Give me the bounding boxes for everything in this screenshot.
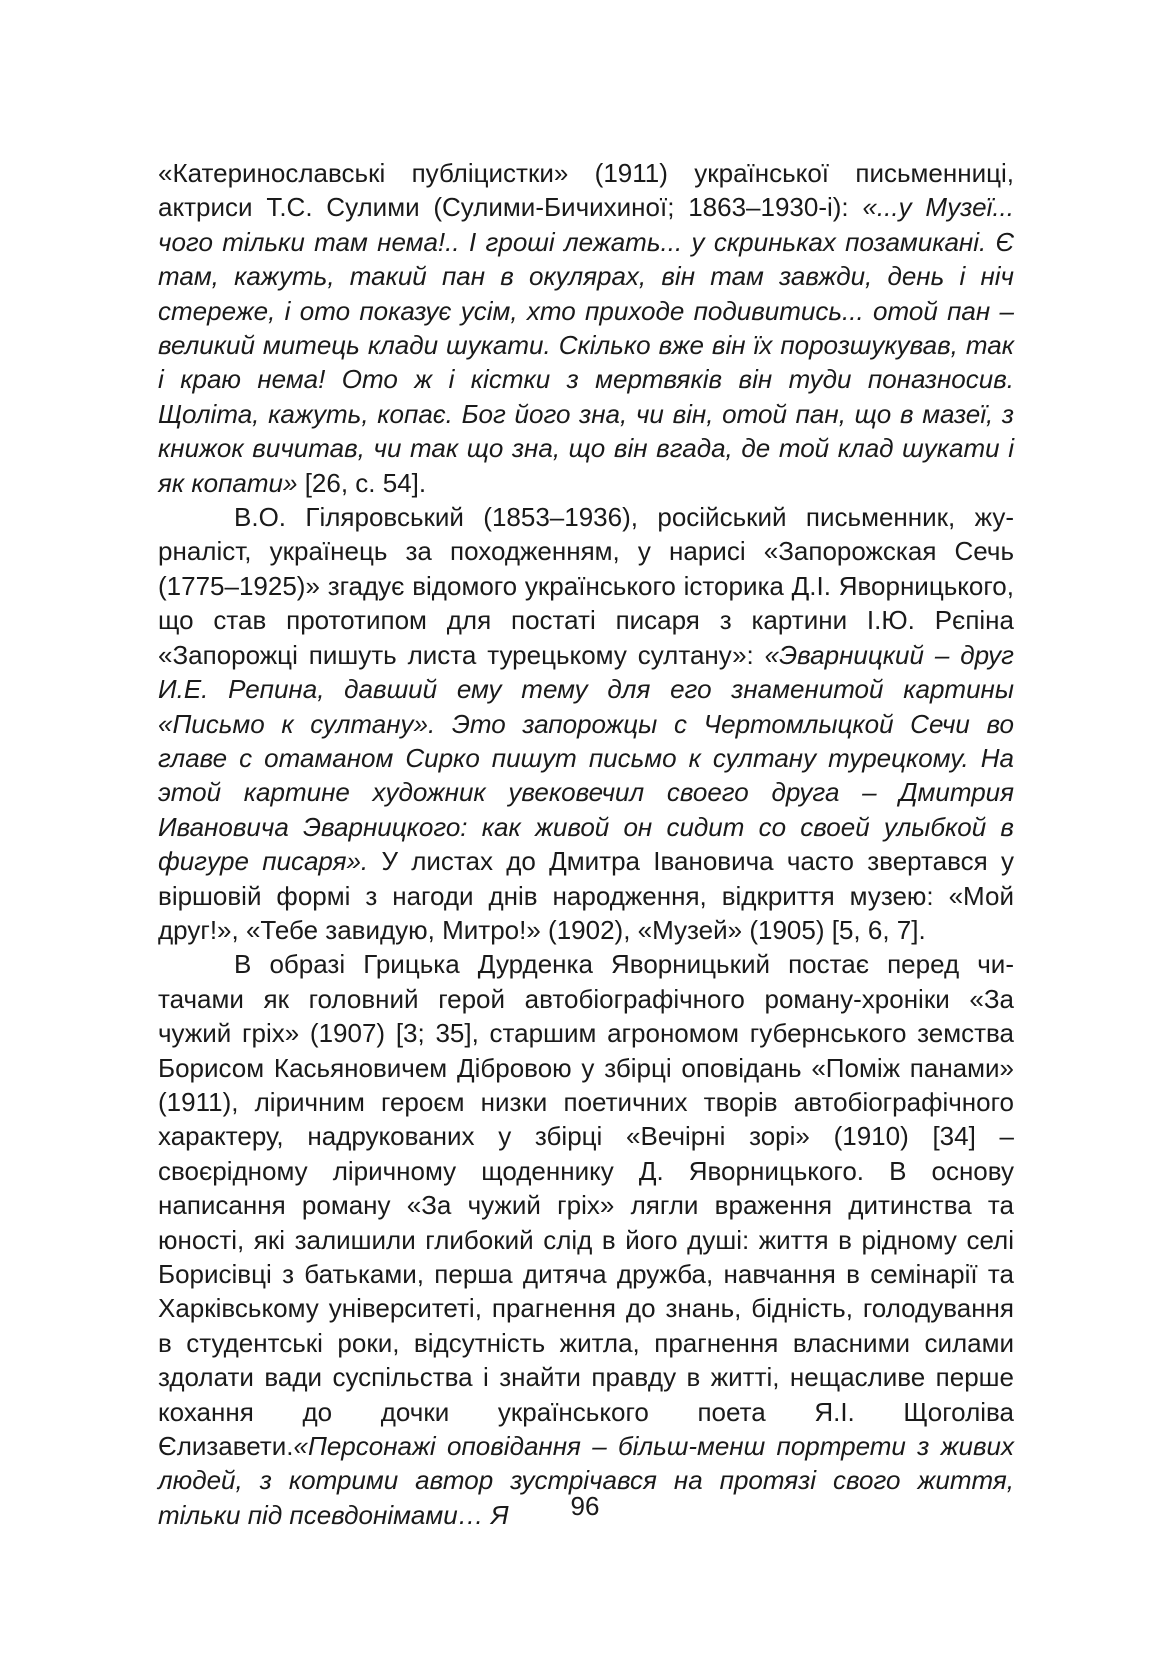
text-segment: В образі Грицька Дурденка Яворницький постає перед читачами як головний герой автобіографічного роману-хроніки «За чужий гріх» (1907) [3; 35], старшим агрономом губернського земства Борисом Касьяновичем Дібровою у збірці оповідань «Поміж панами» (1911), ліричним героєм низки поетичних творів автобіографічного характеру, надрукованих у збірці «Вечірні зорі» (1910) [34] – своєрідному ліричному щоденнику Д. Яворницького. В основу написання роману «За чужий гріх» лягли враження дитинства та юності, які залишили глибокий слід в його душі: життя в рідному селі Борисівці з батьками, перша дитяча дружба, навчання в семінарії та Харківському університеті, прагнення до знань, бідність, голодування в студентські роки, відсутність житла, прагнення власними силами здолати вади суспільства і знайти правду в житті, нещасливе перше кохання до дочки українського поета Я.І. Щоголіва Єлизавети. (158, 949, 1014, 1462)
paragraph-2 (158, 500, 1014, 947)
quote-italic: «Персонажі оповідання – більш-менш портрети з живих людей, з котрими автор зустрічався на протязі свого життя, тільки під псевдонімами… Я (158, 1431, 1014, 1530)
page-number: 96 (570, 1491, 600, 1521)
text-segment: В.О. Гіляровський (1853–1936), російський письменник, журналіст, українець за походженням, у нарисі «Запорожская Сечь (1775–1925)» згадує відомого українського історика Д.І. Яворницького, що став прототипом для постаті писаря з картини І.Ю. Рєпіна «Запорожці пишуть листа турецькому султану»: (158, 502, 1014, 670)
page-body (158, 156, 1014, 1532)
quote-italic: «...у Музеї... чого тільки там нема!.. І гроші лежать... у скриньках позамикані. Є там, кажуть, такий пан в окулярах, він там завжди, день і ніч стереже, і ото показує усім, хто приходе подивитись... отой пан – великий митець клади шукати. Скілько вже він їх порозшукував, так і краю нема! Ото ж і кістки з мертвяків він туди поназносив. Щоліта, кажуть, копає. Бог його зна, чи він, отой пан, що в мазеї, з книжок вичитав, чи так що зна, що він вгада, де той клад шукати і як копати» (158, 192, 1014, 498)
text-segment: У листах до Дмитра Івановича часто звертався у віршовій формі з нагоди днів народження, відкриття музею: «Мой друг!», «Тебе завидую, Митро!» (1902), «Музей» (1905) [5, 6, 7]. (158, 846, 1014, 945)
paragraph-1 (158, 156, 1014, 500)
paragraph-3 (158, 947, 1014, 1532)
citation: [26, с. 54]. (297, 467, 427, 498)
quote-italic: «Эварницкий – друг И.Е. Репина, давший ему тему для его знаменитой картины «Письмо к султану». Это запорожцы с Чертомлыцкой Сечи во главе с отаманом Сирко пишут письмо к султану турецкому. На этой картине художник увековечил своего друга – Дмитрия Ивановича Эварницкого: как живой он сидит со своей улыбкой в фигуре писаря». (158, 639, 1014, 877)
text-segment: «Катеринославські публіцистки» (1911) української письменниці, актриси Т.С. Сулими (Сулими-Бичихиної; 1863–1930-і): (158, 158, 1014, 223)
